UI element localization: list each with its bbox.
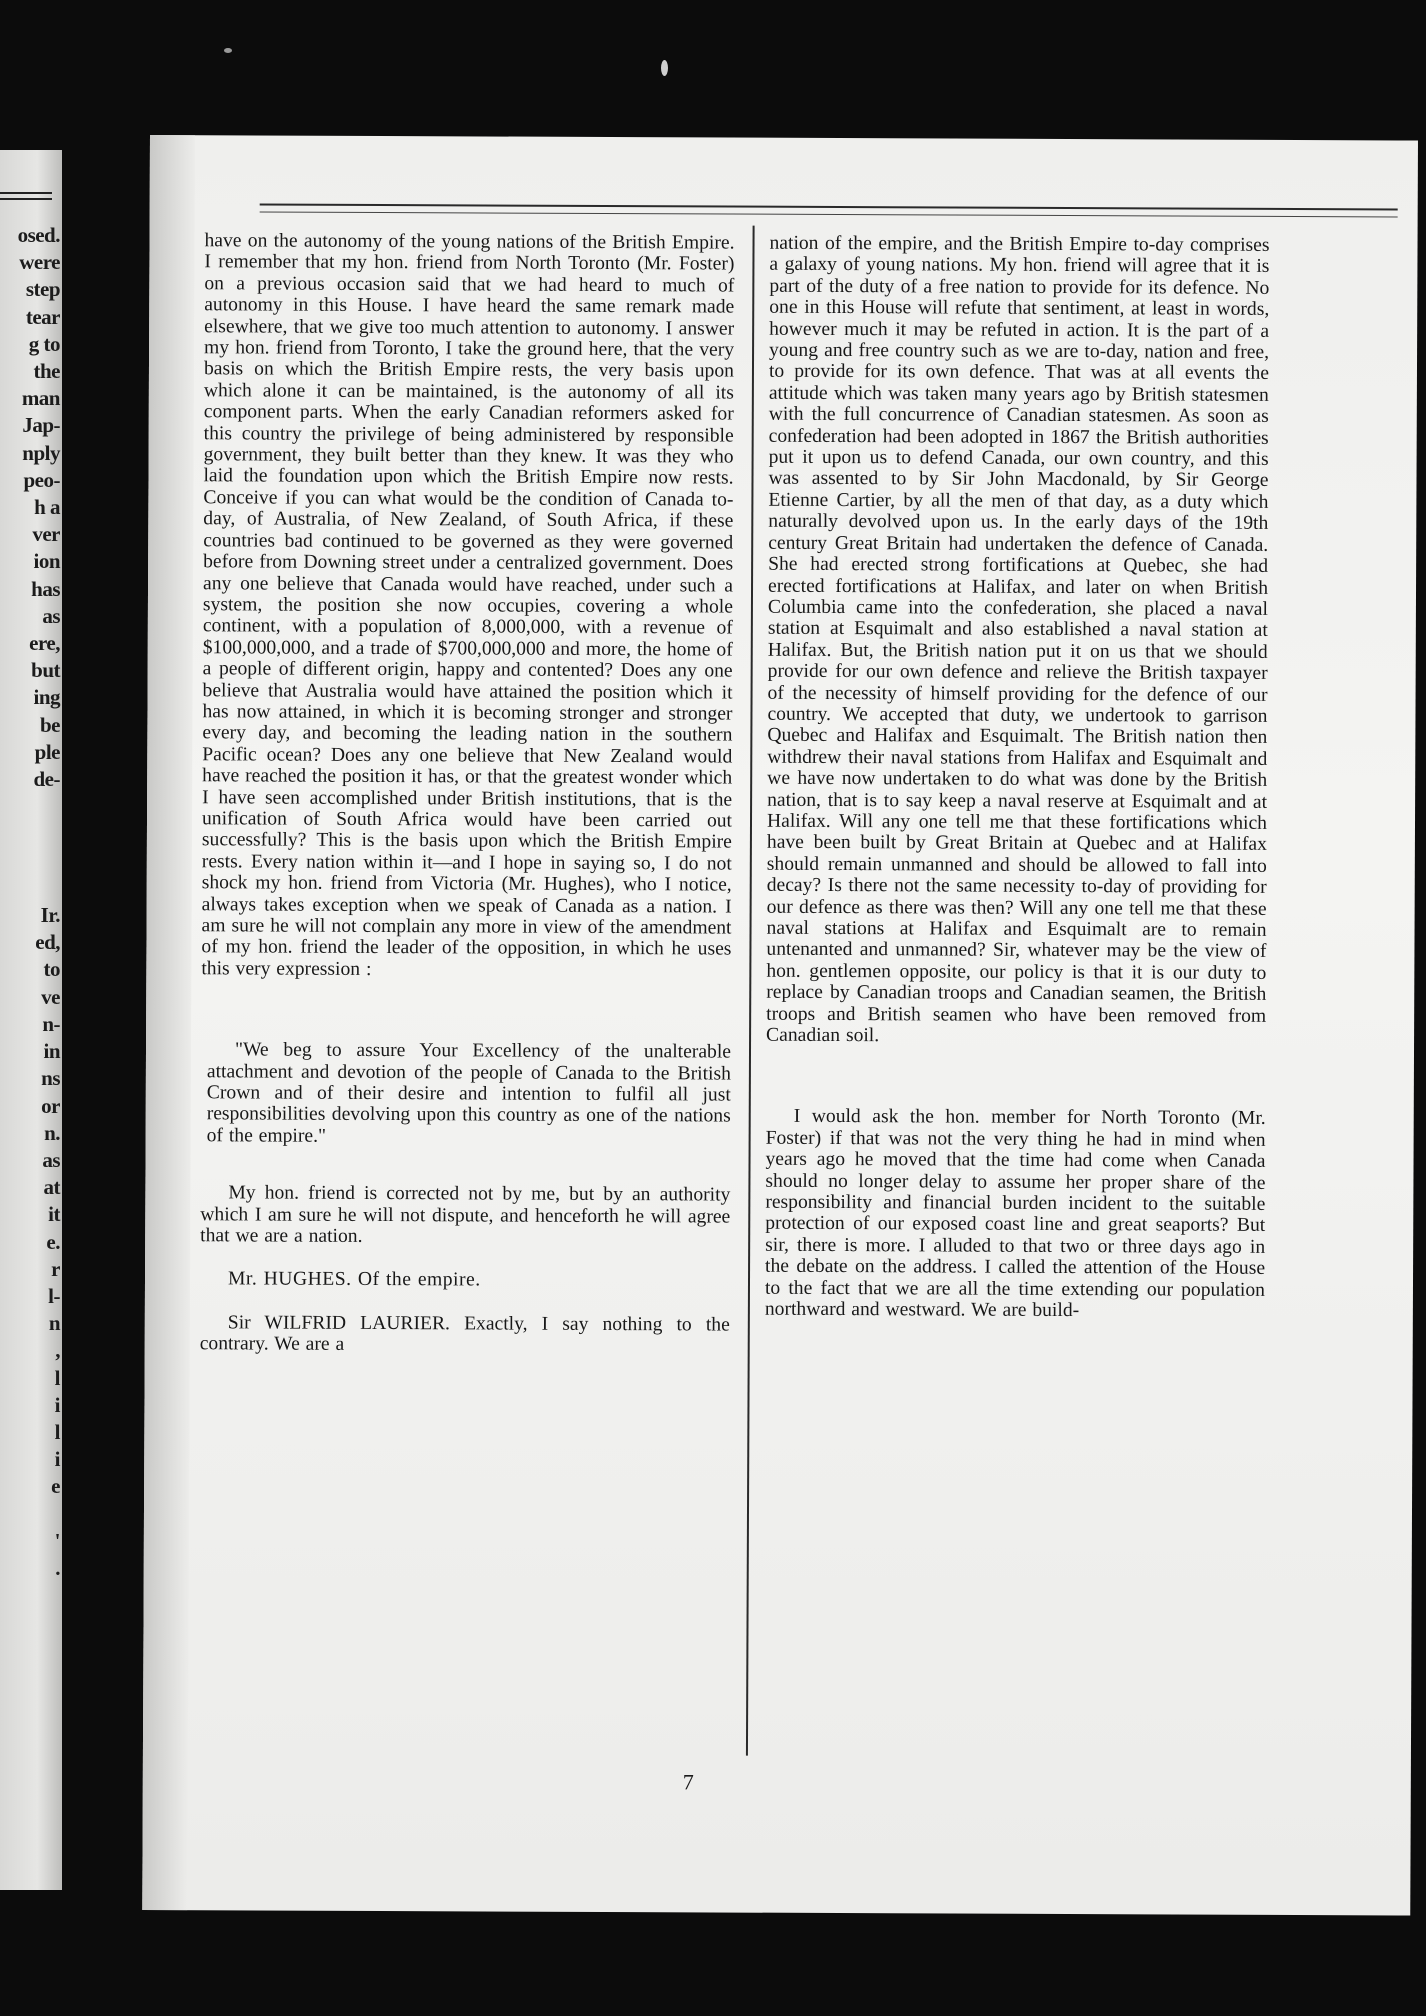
- facing-page-line: tear: [25, 304, 60, 329]
- document-page: [142, 135, 1418, 1916]
- facing-page-line: or: [41, 1093, 60, 1118]
- facing-page-rule: [0, 198, 52, 200]
- facing-page-line: at: [43, 1175, 60, 1200]
- paragraph: Sir WILFRID LAURIER. Exactly, I say nothing to the contrary. We are a: [199, 1312, 730, 1356]
- facing-page-line: de-: [33, 767, 60, 792]
- facing-page-line: as: [42, 603, 60, 628]
- facing-page-line: l: [54, 1365, 60, 1390]
- paragraph: I would ask the hon. member for North Toronto (Mr. Foster) if that was not the very thing he had in mind when years ago he moved that the time had come when Canada should no longer delay to assume her proper share of the responsibility and financial burden incident to the suitable protection of our exposed coast line and great seaports? But sir, there is more. I alluded to that two or three days ago in the debate on the address. I called the attention of the House to the fact that we are all the time extending our population northward and westward. We are build-: [764, 1106, 1266, 1322]
- right-column: [765, 233, 1270, 1323]
- facing-page-line: but: [31, 658, 60, 683]
- facing-page-line: l-: [48, 1283, 60, 1308]
- facing-page-line: as: [42, 1147, 60, 1172]
- facing-page-line: it: [48, 1202, 60, 1227]
- header-rule: [260, 211, 1398, 217]
- paragraph: nation of the empire, and the British Empire to-day comprises a galaxy of young nations. My hon. friend will agree that it is part of the duty of a free nation to provide for its defence. No one in this House will refute that sentiment, at least in words, however much it may be refuted in action. It is the part of a young and free country such as we are to-day, nation and free, to provide for its own defence. That was at all events the attitude which was taken many years ago by British statesmen with the full concurrence of Canadian statesmen. As soon as confederation had been adopted in 1867 the British authorities put it upon us to defend Canada, our own country, and this was assented to by Sir John Macdonald, by Sir George Etienne Cartier, by all the men of that day, as a duty which naturally devolved upon us. In the early days of the 19th century Great Britain had undertaken the defence of Canada. She had erected strong fortifications at Quebec, she had erected fortifications at Halifax, and later on when British Columbia came into the confederation, she placed a naval station at Esquimalt and also established a naval station at Halifax. But, the British nation put it on us that we should provide for our own defence and relieve the British taxpayer of the necessity of himself providing for the defence of our country. We accepted that duty, we undertook to garrison Quebec and Halifax and Esquimalt. The British nation then withdrew their naval stations from Halifax and Esquimalt and we have now undertaken to do what was done by the British nation, that is to say keep a naval reserve at Esquimalt and at Halifax. Will any one tell me that these fortifications which have been built by Great Britain at Quebec and at Halifax should remain unmanned and should be allowed to fall into decay? Is there not the same necessity to-day of providing for our defence as there was then? Will any one tell me that these naval stations at Halifax and Esquimalt are to remain untenanted and unmanned? Sir, whatever may be the view of hon. gentlemen opposite, our policy is that it is our duty to replace by Canadian troops and Canadian seamen, the British troops and British seamen who have been removed from Canadian soil.: [766, 232, 1270, 1047]
- facing-page-line: were: [19, 250, 60, 275]
- column-divider: [746, 226, 755, 1756]
- left-column: [200, 230, 735, 1357]
- facing-page-line: [0, 1501, 60, 1528]
- facing-page-line: r: [51, 1256, 60, 1281]
- facing-page-fragment: [0, 150, 62, 1890]
- quotation: "We beg to assure Your Excellency of the unalterable attachment and devotion of the people of Canada to the British Crown and of their desire and intention to fulfil all just responsibilities devolving upon this country as one of the nations of the empire.": [206, 1039, 732, 1147]
- facing-page-line: has: [31, 576, 60, 601]
- facing-page-line: the: [33, 359, 60, 384]
- facing-page-line: [0, 875, 60, 902]
- page-number: 7: [682, 1769, 694, 1795]
- facing-page-line: n: [48, 1311, 60, 1336]
- facing-page-line: l: [54, 1419, 60, 1444]
- facing-page-line: n-: [42, 1011, 60, 1036]
- facing-page-line: [0, 848, 60, 875]
- facing-page-line: ve: [41, 984, 60, 1009]
- paragraph: have on the autonomy of the young nations of the British Empire. I remember that my hon. friend from North Toronto (Mr. Foster) on a previous occasion said that we had heard to much of autonomy in this House. I have heard the same remark made elsewhere, that we give too much attention to autonomy. I answer my hon. friend from Toronto, I take the ground here, that the very basis on which the British Empire rests, the very basis upon which alone it can be maintained, is the autonomy of all its component parts. When the early Canadian reformers asked for this country the privilege of being administered by responsible government, they built better than they knew. It was they who laid the foundation upon which the British Empire now rests. Conceive if you can what would be the condition of Canada to-day, of Australia, of New Zealand, of South Africa, if these countries bad continued to be governed as they were governed before from Downing street under a centralized government. Does any one believe that Canada would have reached, under such a system, the position she now occupies, covering a whole continent, with a population of 8,000,000, with a revenue of $100,000,000, and a trade of $700,000,000 and more, the home of a people of different origin, happy and contented? Does any one believe that Australia would have attained the position which it has now attained, in which it is becoming stronger and stronger every day, and becoming the leading nation in the southern Pacific ocean? Does any one believe that New Zealand would have reached the position it has, or that the greatest wonder which I have seen accomplished under British institutions, that is the unification of South Africa would have been carried out successfully? This is the basis upon which the British Empire rests. Every nation within it—and I hope in saying so, I do not shock my hon. friend from Victoria (Mr. Hughes), who I notice, always takes exception when we speak of Canada as a nation. I am sure he will not complain any more in view of the amendment of my hon. friend the leader of the opposition, in which he uses this very expression :: [201, 230, 735, 980]
- facing-page-line: ion: [33, 549, 60, 574]
- facing-page-line: i: [54, 1447, 60, 1472]
- facing-page-line: e.: [46, 1229, 60, 1254]
- facing-page-line: ,: [55, 1338, 60, 1363]
- dust-speck: [661, 60, 668, 76]
- facing-page-line: be: [40, 712, 60, 737]
- facing-page-line: ere,: [29, 631, 60, 656]
- facing-page-line: [0, 820, 60, 847]
- facing-page-line: Ir.: [40, 903, 60, 928]
- page-gutter: [142, 135, 195, 1910]
- facing-page-rule: [0, 192, 52, 194]
- facing-page-line: ': [54, 1528, 60, 1553]
- facing-page-line: ver: [32, 522, 60, 547]
- speaker-line: Mr. HUGHES. Of the empire.: [227, 1268, 481, 1291]
- facing-page-line: ing: [33, 685, 60, 710]
- facing-page-line: to: [43, 957, 60, 982]
- facing-page-line: i: [54, 1392, 60, 1417]
- facing-page-line: .: [55, 1555, 60, 1580]
- header-rule: [260, 203, 1398, 210]
- facing-page-line: step: [25, 277, 60, 302]
- facing-page-line: Jap-: [22, 413, 60, 438]
- facing-page-line: osed.: [17, 223, 60, 247]
- dust-speck: [224, 48, 232, 53]
- paragraph: My hon. friend is corrected not by me, but by an authority which I am sure he will not dispute, and henceforth he will agree that we are a nation.: [200, 1182, 731, 1248]
- facing-page-line: in: [43, 1039, 60, 1064]
- facing-page-line: n.: [44, 1120, 60, 1145]
- facing-page-text: [0, 222, 60, 1582]
- facing-page-line: peo-: [23, 467, 60, 492]
- facing-page-line: g to: [28, 331, 60, 356]
- facing-page-line: [0, 793, 60, 820]
- facing-page-line: ple: [34, 739, 60, 764]
- facing-page-line: nply: [22, 440, 60, 465]
- facing-page-line: e: [51, 1474, 60, 1499]
- facing-page-line: ns: [41, 1066, 60, 1091]
- facing-page-line: ed,: [35, 930, 60, 955]
- facing-page-line: man: [21, 386, 60, 411]
- facing-page-line: h a: [34, 495, 60, 520]
